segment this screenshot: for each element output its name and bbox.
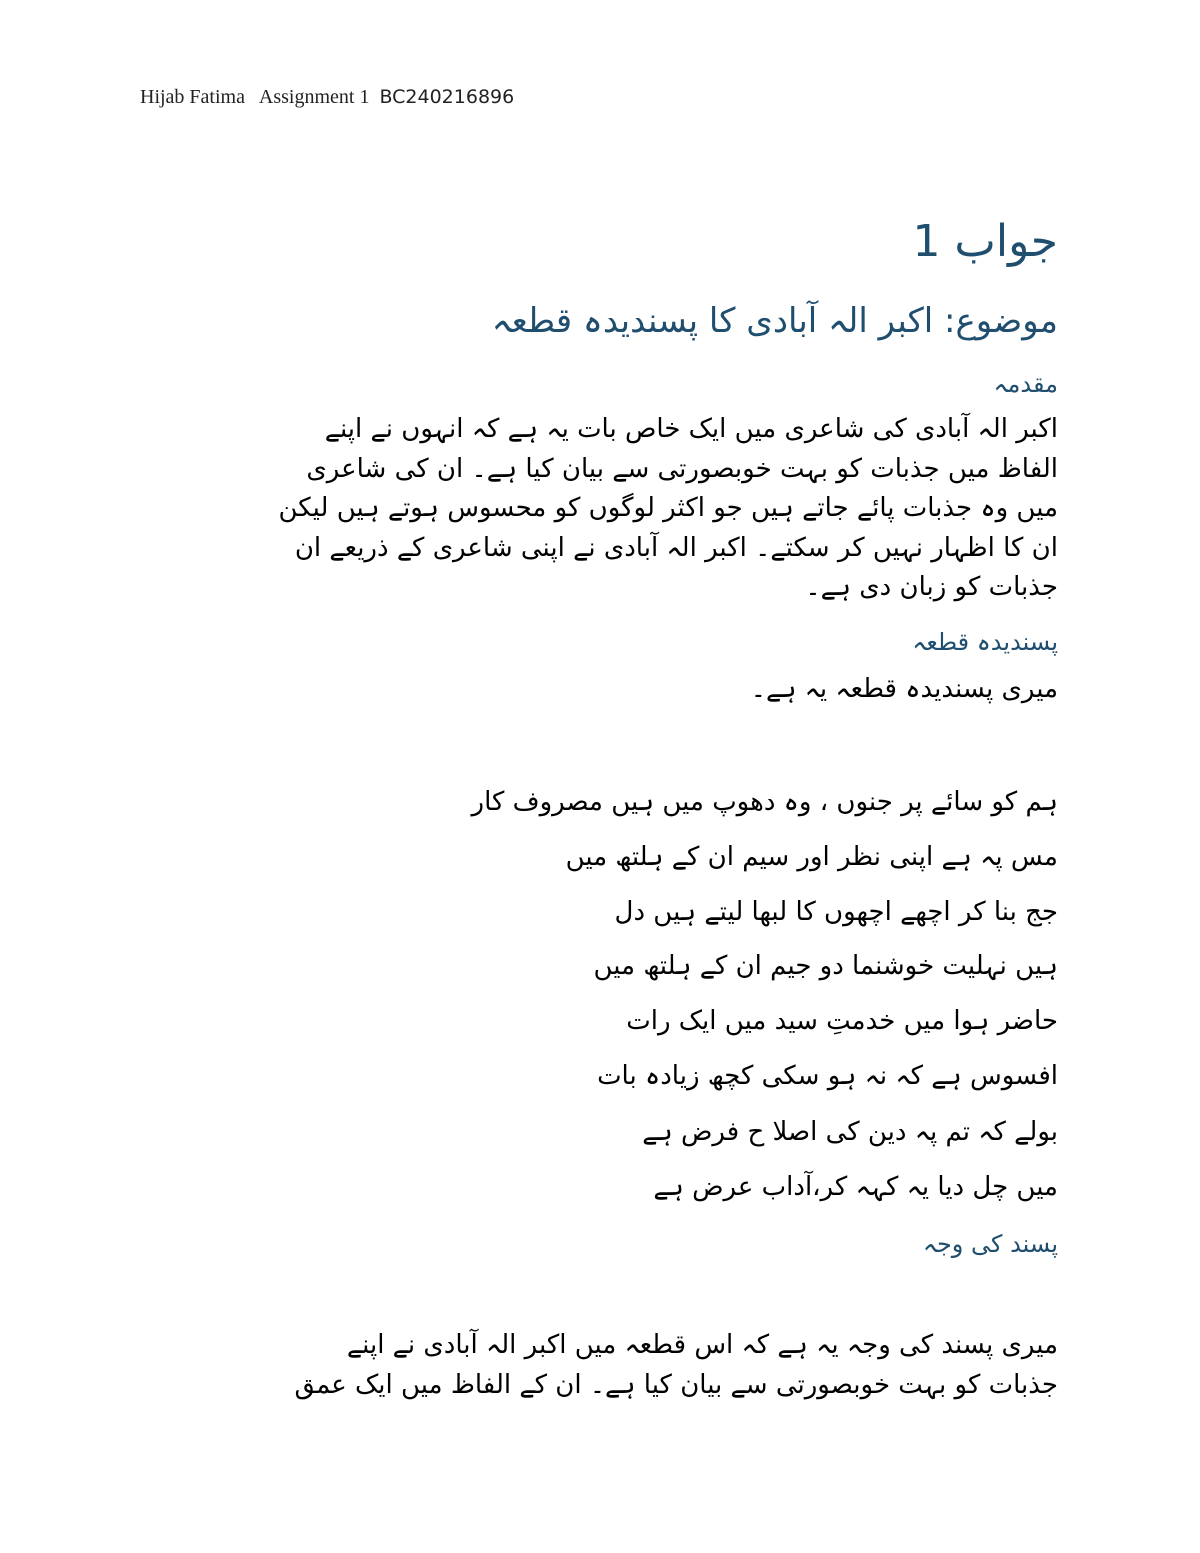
answer-title: جواب 1 xyxy=(912,216,1058,267)
page-header xyxy=(140,86,514,109)
topic-heading: موضوع: اکبر الہ آبادی کا پسندیدہ قطعہ xyxy=(491,301,1058,341)
favorite-heading: پسندیدہ قطعہ xyxy=(912,628,1058,656)
reason-line: میری پسند کی وجہ یہ ہے کہ اس قطعہ میں اکبر الہ آبادی نے اپنے xyxy=(346,1330,1058,1360)
favorite-intro: میری پسندیدہ قطعہ یہ ہے۔ xyxy=(750,674,1058,704)
poem-line: بولے کہ تم پہ دین کی اصلا ح فرض ہے xyxy=(642,1117,1058,1147)
reason-heading: پسند کی وجہ xyxy=(922,1230,1058,1258)
intro-line: الفاظ میں جذبات کو بہت خوبصورتی سے بیان کیا ہے۔ ان کی شاعری xyxy=(306,453,1058,484)
intro-line: ان کا اظہار نہیں کر سکتے۔ اکبر الہ آبادی نے اپنی شاعری کے ذریعے ان xyxy=(294,532,1058,563)
assignment-label: Assignment 1 xyxy=(258,86,370,108)
student-id: BC240216896 xyxy=(379,86,515,108)
intro-heading: مقدمہ xyxy=(993,370,1058,398)
poem-line: مس پہ ہے اپنی نظر اور سیم ان کے ہلتھ میں xyxy=(565,842,1058,872)
poem-line: ہیں نہلیت خوشنما دو جیم ان کے ہلتھ میں xyxy=(593,951,1058,981)
poem-line: افسوس ہے کہ نہ ہو سکی کچھ زیادہ بات xyxy=(597,1061,1058,1091)
intro-line: اکبر الہ آبادی کی شاعری میں ایک خاص بات یہ ہے کہ انہوں نے اپنے xyxy=(324,414,1058,444)
student-name: Hijab Fatima xyxy=(140,86,245,108)
poem-line: جج بنا کر اچھے اچھوں کا لبھا لیتے ہیں دل xyxy=(614,897,1058,927)
reason-paragraph xyxy=(113,1326,1058,1405)
reason-line: جذبات کو بہت خوبصورتی سے بیان کیا ہے۔ ان کے الفاظ میں ایک عمق xyxy=(294,1369,1058,1400)
intro-line: جذبات کو زبان دی ہے۔ xyxy=(805,572,1058,602)
poem-line: حاضر ہوا میں خدمتِ سید میں ایک رات xyxy=(626,1006,1058,1036)
poem-line: میں چل دیا یہ کہہ کر،آداب عرض ہے xyxy=(653,1172,1058,1202)
intro-paragraph xyxy=(113,410,1058,608)
poem-line: ہم کو سائے پر جنوں ، وہ دھوپ میں ہیں مصروف کار xyxy=(471,787,1058,817)
intro-line: میں وہ جذبات پائے جاتے ہیں جو اکثر لوگوں کو محسوس ہوتے ہیں لیکن xyxy=(278,493,1058,523)
